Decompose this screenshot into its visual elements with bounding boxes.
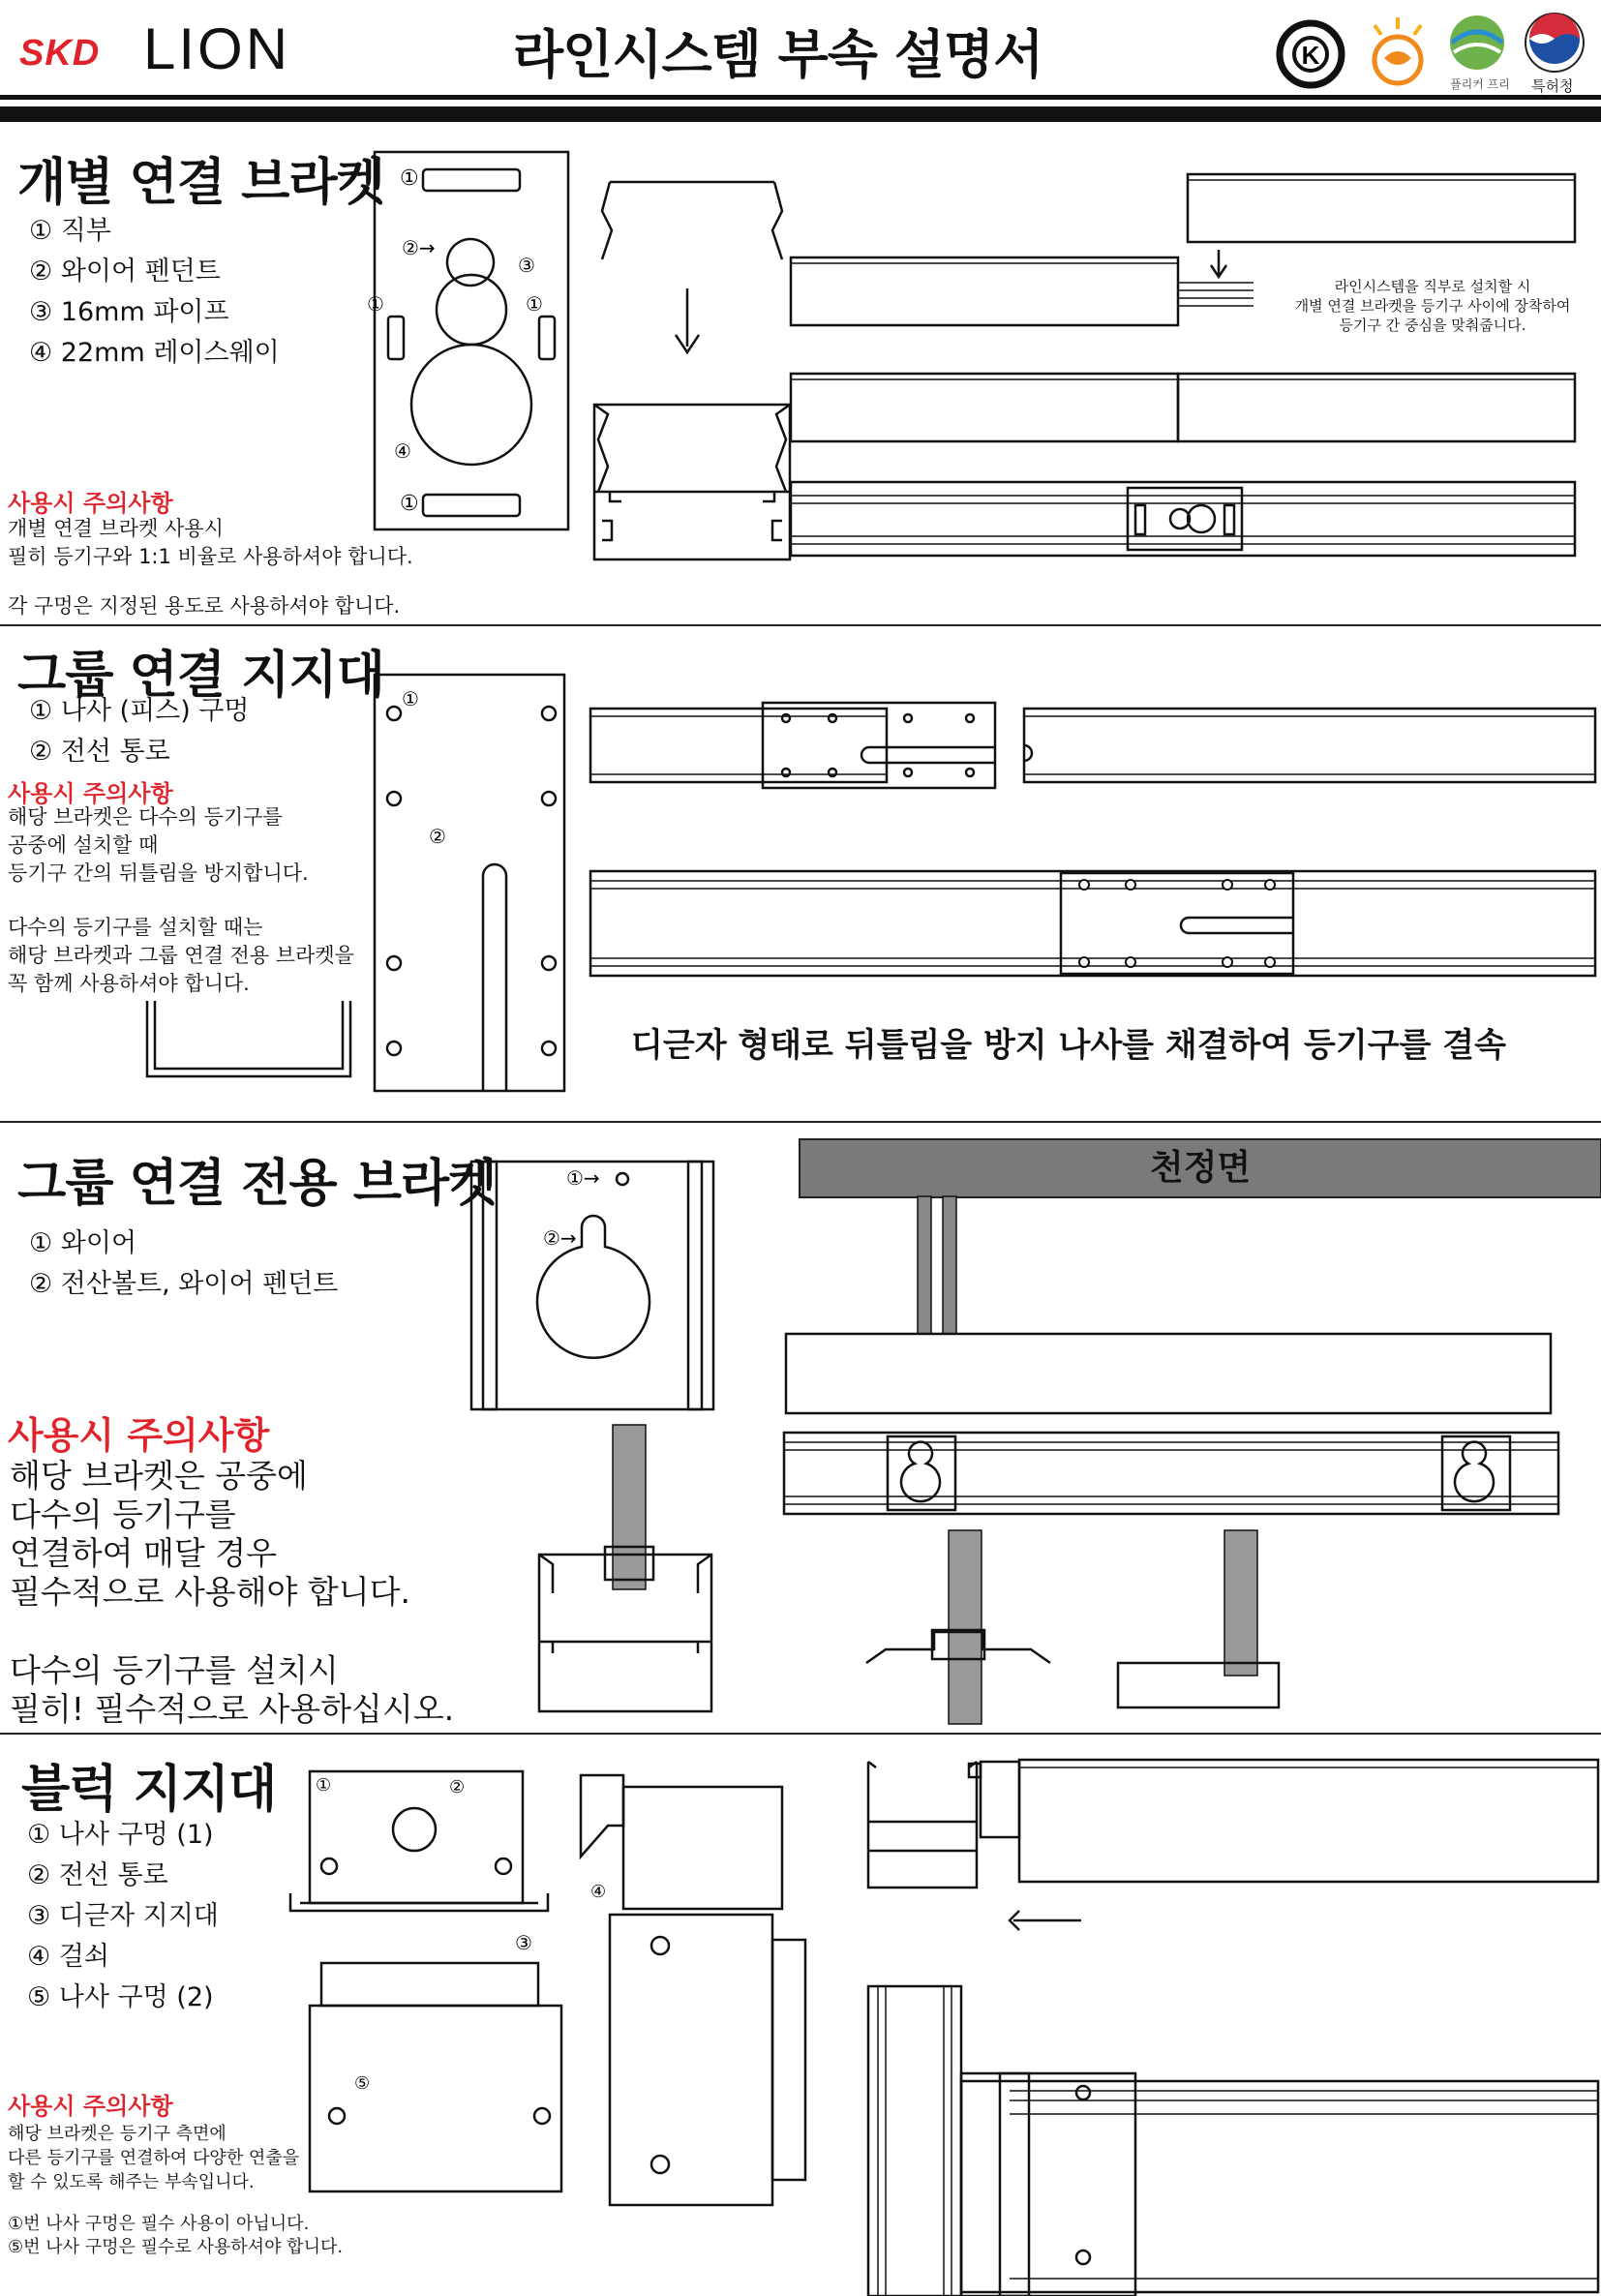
section2-title: 그룹 연결 지지대 xyxy=(17,647,384,705)
mark-3: ③ xyxy=(515,1931,532,1954)
mark-1: ① xyxy=(400,166,419,191)
profile-cross-section-diagram xyxy=(590,172,803,579)
section3-item: ② 전산볼트, 와이어 펜던트 xyxy=(29,1269,339,1299)
section4-title: 블럭 지지대 xyxy=(21,1761,277,1819)
warning-line: 등기구 간의 뒤틀림을 방지합니다. xyxy=(8,861,309,885)
energy-saving-icon xyxy=(1365,14,1433,91)
patent-office-label: 특허청 xyxy=(1531,77,1574,95)
section4-warning-text xyxy=(8,2122,299,2194)
section-divider xyxy=(0,624,1601,626)
section1-note: 각 구멍은 지정된 용도로 사용하셔야 합니다. xyxy=(8,594,401,618)
individual-bracket-diagram xyxy=(367,150,624,537)
section1-item: ③ 16mm 파이프 xyxy=(29,297,229,327)
section3-warning-text xyxy=(10,1457,410,1612)
section4-item: ④ 걸쇠 xyxy=(27,1942,109,1972)
u-channel-diagram xyxy=(143,997,366,1084)
warning-line: 다른 등기구를 연결하여 다양한 연출을 xyxy=(8,2148,300,2168)
section3-warning-title: 사용시 주의사항 xyxy=(8,1414,270,1457)
section4-list xyxy=(27,1815,219,2018)
mark-1c: ① xyxy=(526,292,543,316)
mark-5: ⑤ xyxy=(354,2073,371,2094)
section2-warning-text xyxy=(8,803,309,888)
section3-list xyxy=(29,1224,338,1305)
mark-3: ③ xyxy=(518,254,535,277)
warning-line: 공중에 설치할 때 xyxy=(8,833,159,857)
mark-1b: ① xyxy=(367,292,384,316)
warning-line: 해당 브라켓은 등기구 측면에 xyxy=(8,2124,227,2144)
section1-side-note xyxy=(1268,277,1597,335)
warning-line: 할 수 있도록 해주는 부속입니다. xyxy=(8,2172,255,2192)
warning-line: 연결하여 매달 경우 xyxy=(10,1534,278,1572)
ceiling-label: 천정면 xyxy=(799,1138,1601,1198)
section3-item: ① 와이어 xyxy=(29,1228,137,1258)
section3-note xyxy=(10,1651,454,1729)
note-line: 필히! 필수적으로 사용하십시오. xyxy=(10,1690,455,1728)
note-line: ①번 나사 구멍은 필수 사용이 아닙니다. xyxy=(8,2214,310,2234)
section1-item: ① 직부 xyxy=(29,216,111,246)
mark-2: ② xyxy=(449,1777,466,1798)
warning-line: 필히 등기구와 1:1 비율로 사용하셔야 합니다. xyxy=(8,545,413,568)
mark-2: ② xyxy=(429,825,446,848)
brand-logo xyxy=(19,16,310,81)
section2-caption: 디귿자 형태로 뒤틀림을 방지 나사를 채결하여 등기구를 결속 xyxy=(631,1026,1506,1065)
section4-item: ② 전선 통로 xyxy=(27,1860,168,1890)
note-line: ⑤번 나사 구멍은 필수로 사용하셔야 합니다. xyxy=(8,2237,344,2257)
section2-list xyxy=(29,691,250,772)
section4-warning-title: 사용시 주의사항 xyxy=(8,2093,173,2120)
section-divider xyxy=(0,1121,1601,1123)
block-support-mounting-diagram xyxy=(864,1754,1600,2296)
brand-skd: SKD xyxy=(19,33,101,74)
warning-line: 해당 브라켓은 다수의 등기구를 xyxy=(8,805,283,829)
mark-1: ① xyxy=(316,1775,332,1796)
mark-1: ①→ xyxy=(566,1166,600,1190)
luminaire-mounting-diagram xyxy=(789,166,1601,592)
section-divider xyxy=(0,1733,1601,1735)
header-divider-thick xyxy=(0,106,1601,122)
note-line: 꼭 함께 사용하셔야 합니다. xyxy=(8,972,250,995)
section4-item: ⑤ 나사 구멍 (2) xyxy=(27,1982,214,2012)
section1-item: ② 와이어 펜던트 xyxy=(29,257,221,287)
warning-line: 개별 연결 브라켓 사용시 xyxy=(8,517,224,540)
mark-2: ②→ xyxy=(402,236,436,259)
section1-list xyxy=(29,211,280,374)
suspension-diagram xyxy=(528,1196,1341,1758)
header-divider xyxy=(0,95,1601,100)
warning-line: 다수의 등기구를 xyxy=(10,1495,236,1533)
note-line: 다수의 등기구를 설치할 때는 xyxy=(8,916,263,939)
section1-title: 개별 연결 브라켓 xyxy=(17,154,384,212)
group-support-mounting-diagram xyxy=(589,699,1595,1009)
note-line: 다수의 등기구를 설치시 xyxy=(10,1651,339,1689)
kc-mark-icon xyxy=(1274,14,1351,91)
mark-2: ②→ xyxy=(543,1226,577,1250)
warning-line: 해당 브라켓은 공중에 xyxy=(10,1457,308,1495)
section3-title: 그룹 연결 전용 브라켓 xyxy=(17,1155,497,1213)
section2-note xyxy=(8,914,354,998)
warning-line: 필수적으로 사용해야 합니다. xyxy=(10,1573,411,1611)
side-note-line: 개별 연결 브라켓을 등기구 사이에 장착하여 xyxy=(1294,297,1571,315)
brand-lion: LION xyxy=(143,16,291,81)
mark-4: ④ xyxy=(394,439,411,463)
mark-1d: ① xyxy=(400,492,419,516)
note-line: 해당 브라켓과 그룹 연결 전용 브라켓을 xyxy=(8,944,354,967)
page-title: 라인시스템 부속 설명서 xyxy=(513,24,1043,85)
group-support-plate-diagram xyxy=(373,673,566,1099)
flicker-free-label: 플리커 프리 xyxy=(1450,77,1510,91)
section1-warning-title: 사용시 주의사항 xyxy=(8,490,173,517)
mark-4: ④ xyxy=(590,1882,607,1902)
section2-item: ② 전선 통로 xyxy=(29,737,170,767)
mark-1: ① xyxy=(402,687,419,710)
section4-item: ③ 디귿자 지지대 xyxy=(27,1901,219,1931)
side-note-line: 등기구 간 중심을 맞춰줍니다. xyxy=(1339,317,1526,334)
section1-warning-text xyxy=(8,515,413,571)
side-note-line: 라인시스템을 직부로 설치할 시 xyxy=(1334,278,1531,295)
certification-badges xyxy=(1268,8,1597,95)
section4-item: ① 나사 구멍 (1) xyxy=(27,1820,214,1850)
block-support-diagram xyxy=(287,1767,887,2251)
section2-item: ① 나사 (피스) 구멍 xyxy=(29,696,250,726)
section2-warning-title: 사용시 주의사항 xyxy=(8,780,173,807)
section1-item: ④ 22mm 레이스웨이 xyxy=(29,338,280,368)
kc-mark-letter: K xyxy=(1301,41,1320,70)
